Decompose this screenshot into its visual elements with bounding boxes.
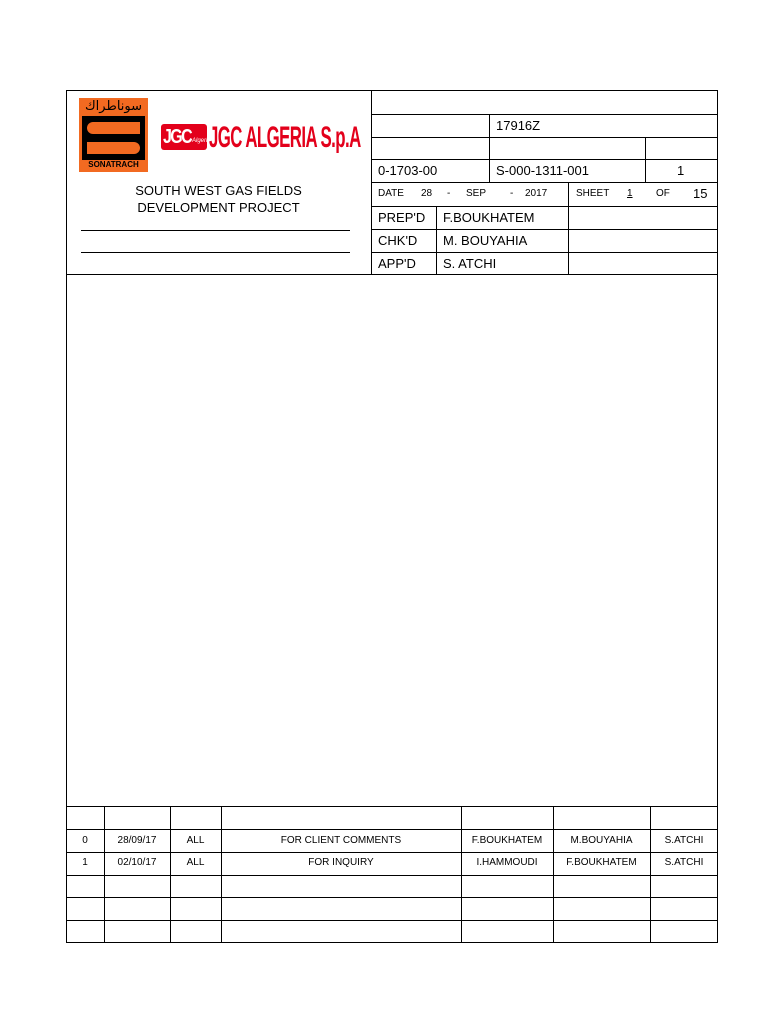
tb-vline [645, 137, 646, 182]
rev-cell: 0 [82, 835, 88, 846]
approved-cell: S.ATCHI [664, 835, 704, 846]
sheet-total: 15 [693, 186, 708, 201]
jgc-badge-subtext: Algeria [192, 138, 211, 144]
signature-line [81, 252, 350, 253]
job-number: 17916Z [496, 118, 541, 133]
date-year: 2017 [525, 188, 548, 199]
approved-name: S. ATCHI [443, 256, 497, 271]
sonatrach-logo [79, 98, 148, 172]
date-separator: - [447, 188, 451, 199]
tb-line [371, 229, 718, 230]
document-code: 0-1703-00 [378, 163, 438, 178]
sonatrach-name: SONATRACH [88, 160, 139, 169]
tb-line [371, 159, 718, 160]
checked-name: M. BOUYAHIA [443, 233, 528, 248]
description-cell: FOR INQUIRY [308, 857, 374, 868]
approved-cell: S.ATCHI [664, 857, 704, 868]
date-day: 28 [421, 188, 433, 199]
tb-line [371, 137, 718, 138]
tb-line [371, 114, 718, 115]
checked-label: CHK'D [378, 233, 418, 248]
sonatrach-mark-icon [82, 116, 145, 160]
prepared-label: PREP'D [378, 210, 426, 225]
jgc-badge-text: JGC [163, 126, 192, 148]
jgc-badge-logo [161, 124, 211, 150]
date-cell: 28/09/17 [117, 835, 157, 846]
description-cell: FOR CLIENT COMMENTS [280, 835, 402, 846]
project-title-line1: SOUTH WEST GAS FIELDS [135, 183, 302, 198]
prepared-cell: I.HAMMOUDI [476, 857, 538, 868]
header-bottom-line [66, 274, 718, 275]
approved-label: APP'D [378, 256, 416, 271]
checked-cell: F.BOUKHATEM [566, 857, 637, 868]
checked-cell: M.BOUYAHIA [570, 835, 633, 846]
prepared-cell: F.BOUKHATEM [471, 835, 543, 846]
sheet-label: SHEET [576, 188, 610, 199]
project-title-line2: DEVELOPMENT PROJECT [137, 200, 300, 215]
rev-cell: 1 [82, 857, 88, 868]
scope-cell: ALL [186, 857, 205, 868]
tb-vline [436, 206, 437, 274]
tb-vline [489, 114, 490, 182]
jgc-company-logo: JGC ALGERIA S.p.A [209, 121, 361, 154]
date-label: DATE [378, 188, 404, 199]
tb-vline [568, 182, 569, 274]
revision-number: 1 [677, 163, 685, 178]
tb-line [371, 182, 718, 183]
date-separator: - [510, 188, 514, 199]
prepared-name: F.BOUKHATEM [443, 210, 535, 225]
of-label: OF [656, 188, 670, 199]
sonatrach-arabic-text: سوناطراك [84, 99, 143, 114]
scope-cell: ALL [186, 835, 205, 846]
document-number: S-000-1311-001 [496, 163, 589, 178]
tb-line [371, 206, 718, 207]
signature-line [81, 230, 350, 231]
date-cell: 02/10/17 [117, 857, 157, 868]
sheet-number: 1 [627, 188, 633, 199]
date-month: SEP [466, 188, 487, 199]
tb-line [371, 252, 718, 253]
